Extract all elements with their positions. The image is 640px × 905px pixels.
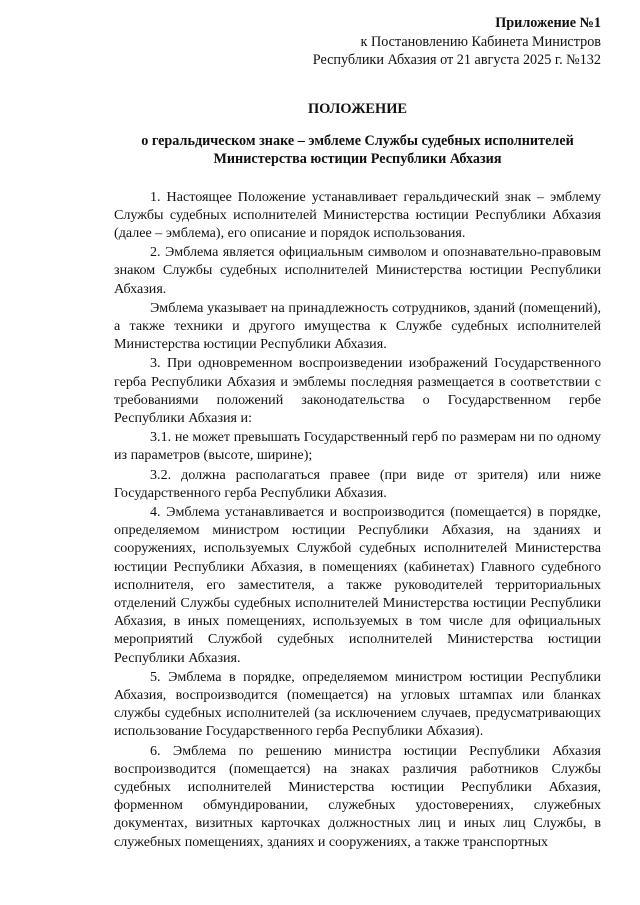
paragraph-5: 5. Эмблема в порядке, определяемом министром юстиции Республики Абхазия, воспроизводится (помещается) на угловых штампах или бланках службы судебных исполнителей (за исключением случаев, предусматривающих использование Государственного герба Республики Абхазия). <box>114 668 601 740</box>
paragraph-2: 2. Эмблема является официальным символом и опознавательно-правовым знаком Службы судебных исполнителей Министерства юстиции Республики Абхазия. <box>114 244 601 297</box>
appendix-line-1: к Постановлению Кабинета Министров <box>360 33 601 50</box>
paragraph-3-1: 3.1. не может превышать Государственный герб по размерам ни по одному из параметров (высоте, ширине); <box>114 429 601 464</box>
subtitle-line-2: Министерства юстиции Республики Абхазия <box>213 150 502 167</box>
subtitle-line-1: о геральдическом знаке – эмблеме Службы судебных исполнителей <box>141 132 574 149</box>
document-subtitle <box>114 132 601 168</box>
document-title: ПОЛОЖЕНИЕ <box>307 100 408 117</box>
paragraph-3-2: 3.2. должна располагаться правее (при виде от зрителя) или ниже Государственного герба Республики Абхазия. <box>114 466 601 501</box>
appendix-line-2: Республики Абхазия от 21 августа 2025 г. №132 <box>312 52 601 68</box>
paragraph-3: 3. При одновременном воспроизведении изображений Государственного герба Республики Абхазия и эмблемы последняя размещается в соответствии с требованиями положений законодательства о Государственном гербе Республики Абхазия и: <box>114 355 601 426</box>
paragraph-6: 6. Эмблема по решению министра юстиции Республики Абхазия воспроизводится (помещается) на знаках различия работников Службы судебных исполнителей Министерства юстиции Республики Абхазия, форменном обмундировании, служебных удостоверениях, служебных документах, визитных карточках должностных лиц и иных лиц Службы, в служебных помещениях, зданиях и сооружениях, а также транспортных <box>114 742 601 850</box>
appendix-title: Приложение №1 <box>495 15 601 31</box>
appendix-block <box>114 14 601 70</box>
document-body <box>114 188 601 851</box>
document-page <box>114 14 601 851</box>
paragraph-2-continuation: Эмблема указывает на принадлежность сотрудников, зданий (помещений), а также техники и другого имущества к Службе судебных исполнителей Министерства юстиции Республики Абхазия. <box>114 299 601 353</box>
paragraph-4: 4. Эмблема устанавливается и воспроизводится (помещается) в порядке, определяемом министром юстиции Республики Абхазия, на зданиях и сооружениях, используемых Службой судебных исполнителей Министерства юстиции Республики Абхазия, в помещениях (кабинетах) Главного судебного исполнителя, его заместителя, а также руководителей территориальных отделений Службы судебных исполнителей Министерства юстиции Республики Абхазия, в иных помещениях, используемых в том числе для официальных мероприятий Службой судебных исполнителей Министерства юстиции Республики Абхазия. <box>114 503 601 666</box>
paragraph-1: 1. Настоящее Положение устанавливает геральдический знак – эмблему Службы судебных исполнителей Министерства юстиции Республики Абхазия (далее – эмблема), его описание и порядок использования. <box>114 188 601 241</box>
